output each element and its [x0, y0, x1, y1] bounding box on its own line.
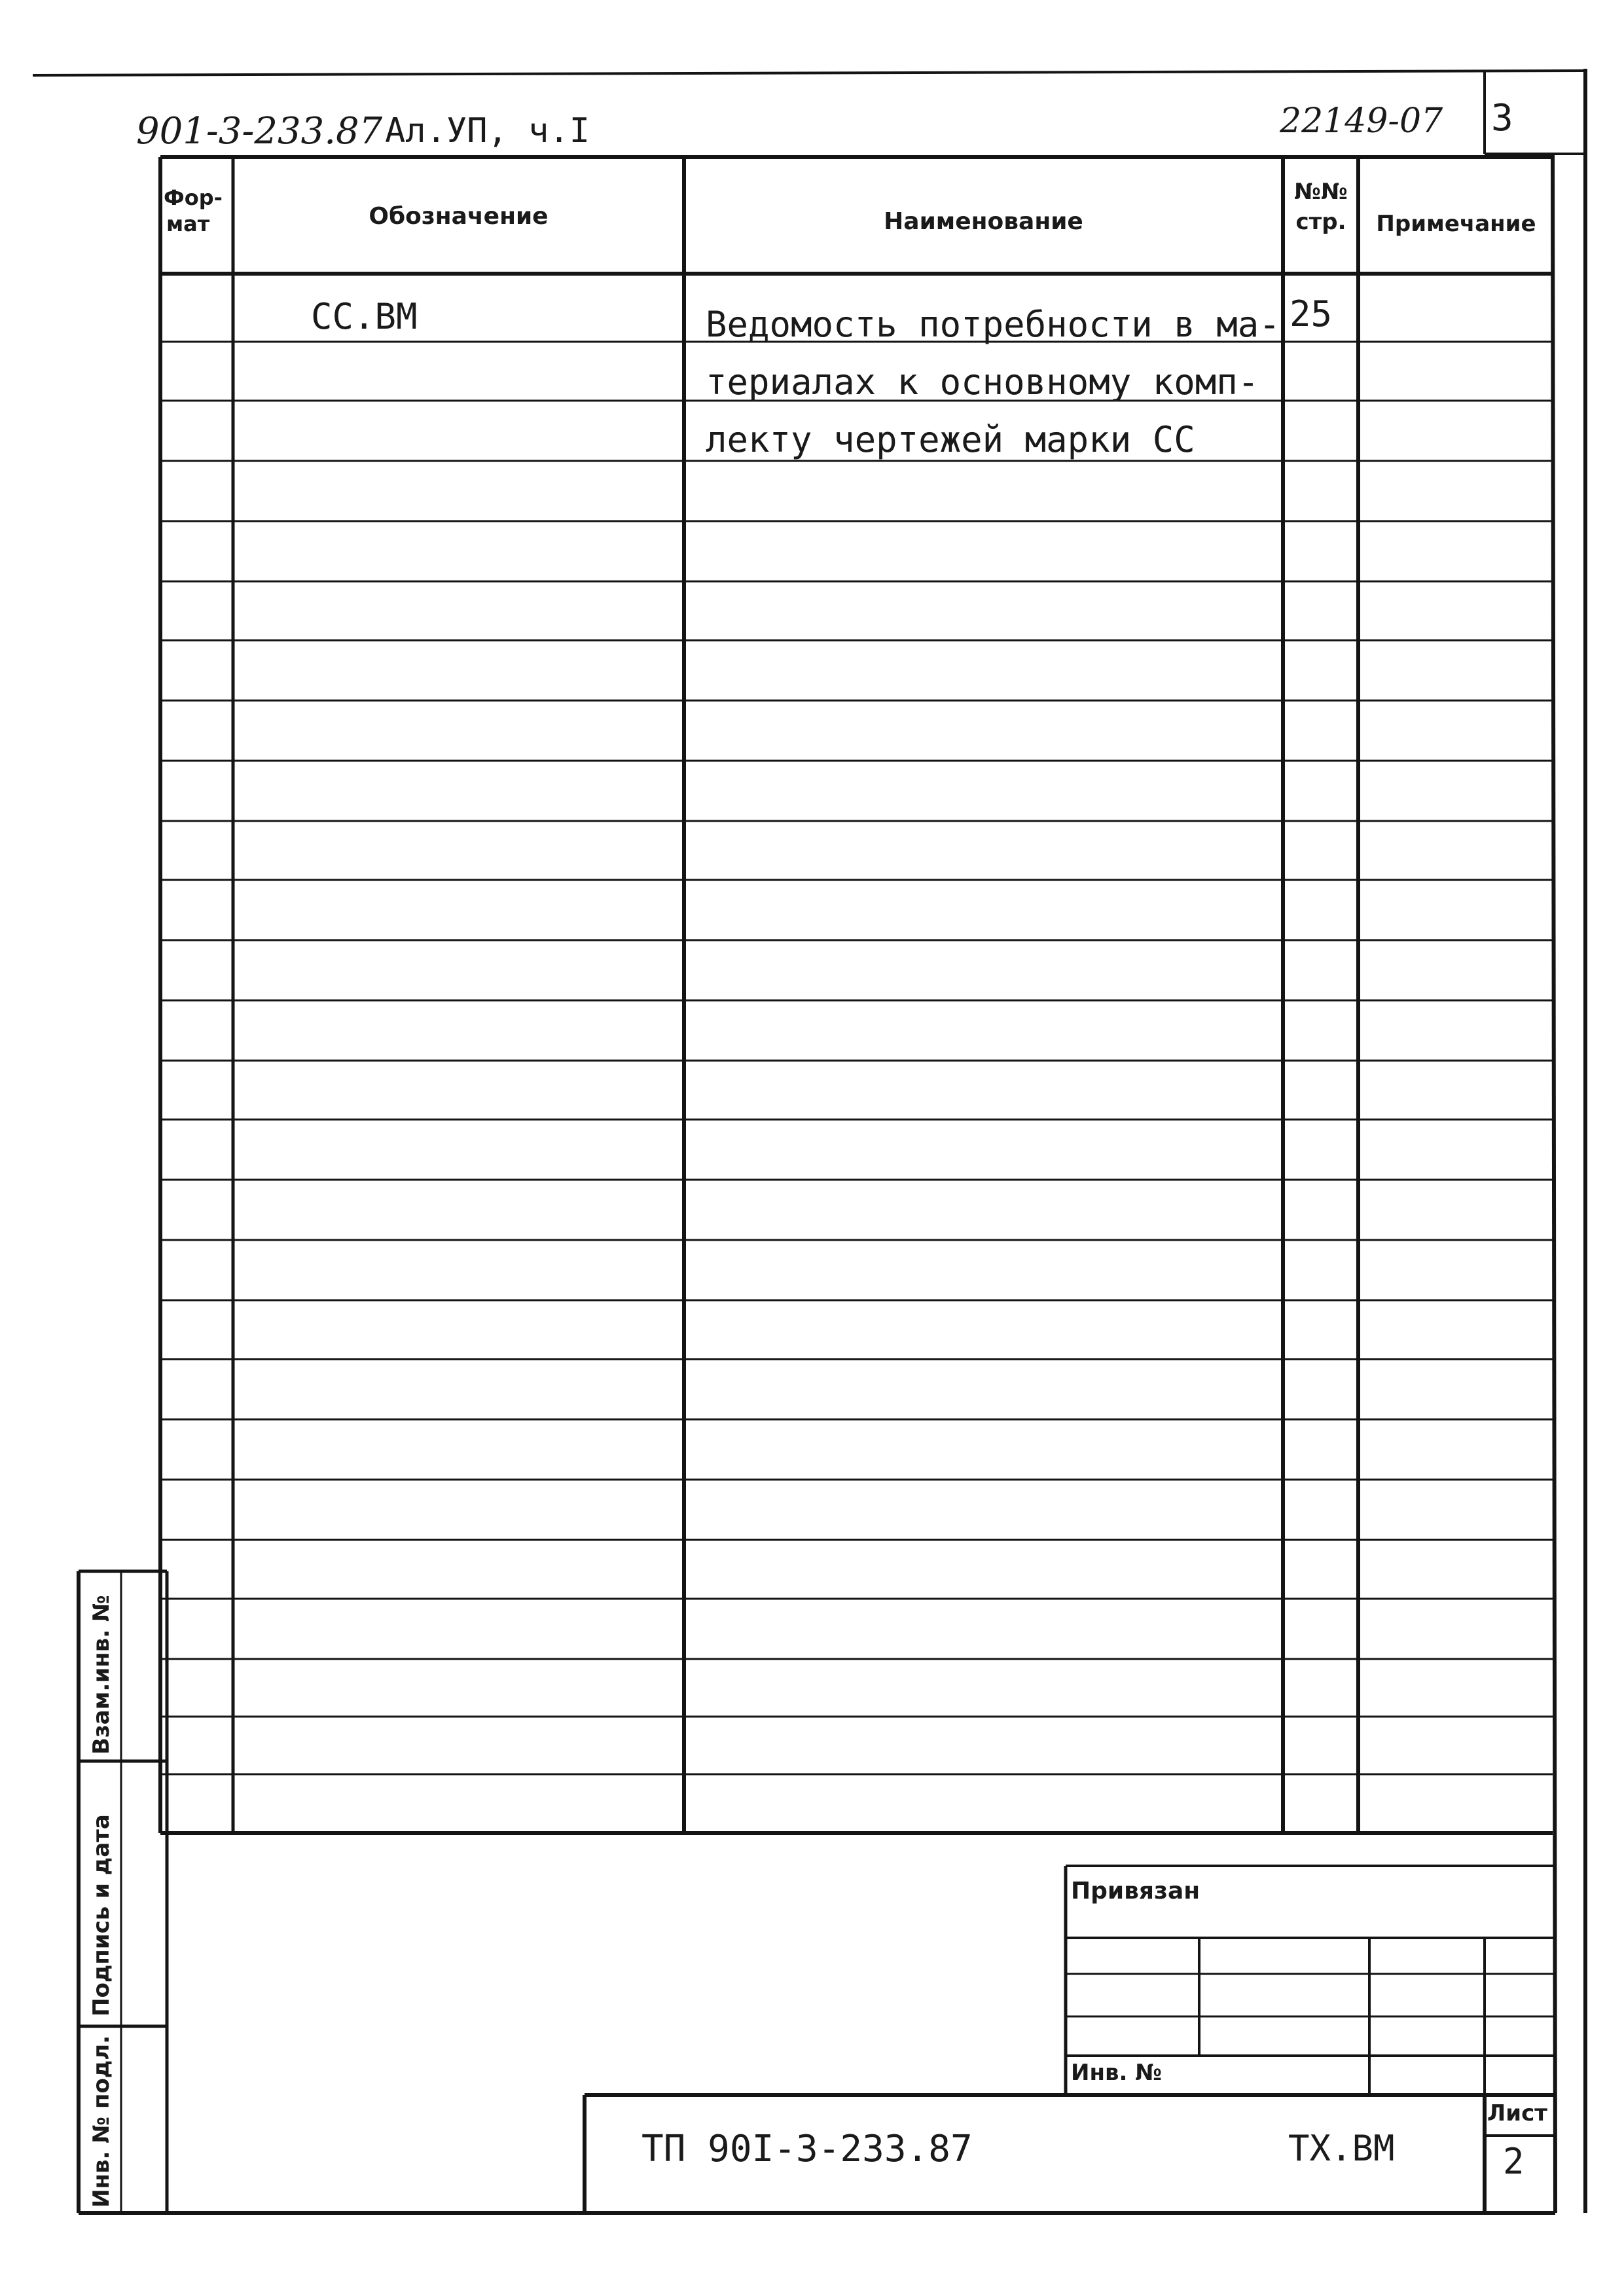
row-name-line: лекту чертежей марки СС	[706, 419, 1195, 460]
album-label: Ал.УП, ч.I	[385, 111, 590, 151]
privyazan-label: Привязан	[1071, 1878, 1200, 1904]
column-header-pages	[1284, 177, 1358, 237]
doc-code-handwritten: 901-3-233.87	[136, 110, 383, 153]
stamp-vzam-inv: Взам.инв. №	[88, 1595, 115, 1755]
column-header-format-line: Фор-	[164, 185, 223, 210]
column-header-name: Наименование	[884, 208, 1083, 235]
row-designation: СС.ВМ	[311, 296, 418, 337]
row-name-line: териалах к основному комп-	[706, 361, 1259, 403]
column-header-designation: Обозначение	[369, 203, 549, 230]
column-header-pages-line: №№	[1294, 179, 1348, 205]
column-header-format	[164, 185, 223, 237]
column-header-note: Примечание	[1376, 211, 1536, 237]
row-page: 25	[1290, 293, 1333, 335]
row-name	[706, 296, 1280, 469]
registration-handwritten: 22149-07	[1280, 101, 1443, 141]
row-name-line: Ведомость потребности в ма-	[706, 304, 1280, 345]
inv-no-label: Инв. №	[1071, 2060, 1163, 2086]
project-code: ТП 90I-3-233.87	[641, 2128, 973, 2170]
page-number: 3	[1491, 97, 1513, 139]
stamp-inv-podl: Инв. № подл.	[88, 2035, 115, 2208]
column-header-pages-line: стр.	[1295, 209, 1346, 235]
table-row-lines	[160, 342, 1553, 1774]
sheet-number: 2	[1503, 2141, 1525, 2182]
column-header-format-line: мат	[166, 211, 210, 236]
doc-mark: ТХ.ВМ	[1288, 2128, 1395, 2169]
sheet-label: Лист	[1487, 2100, 1547, 2126]
stamp-podpis-data: Подпись и дата	[88, 1814, 115, 2016]
